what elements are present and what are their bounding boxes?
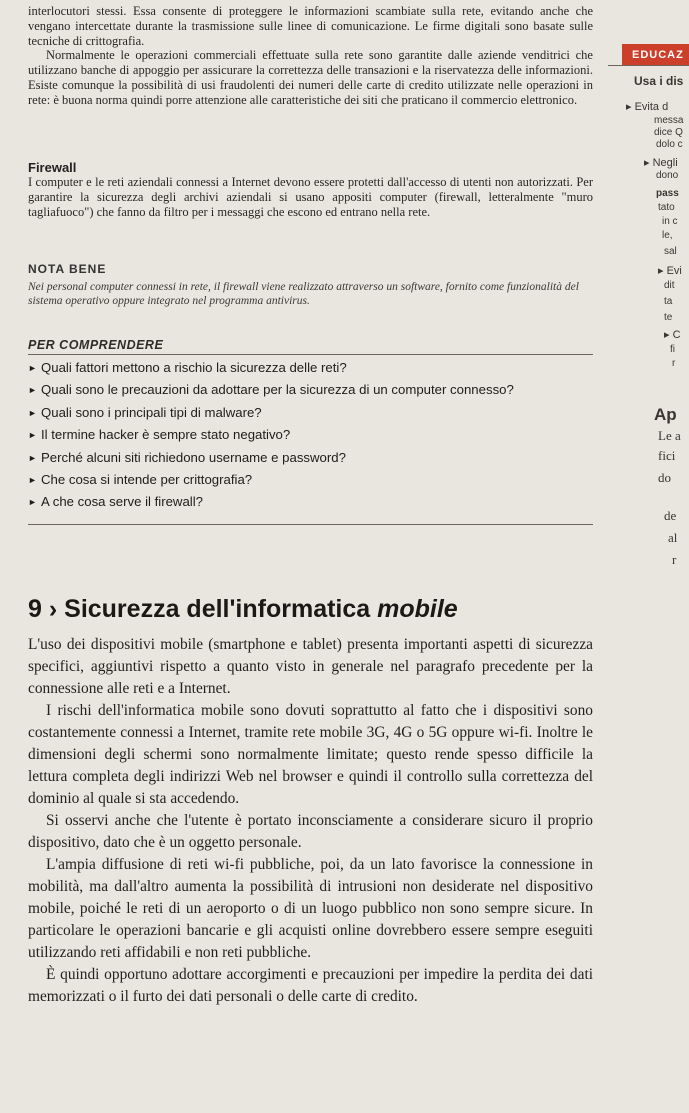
chapter-paragraph-3: Si osservi anche che l'utente è portato inconsciamente a considerare sicuro il proprio dispositivo, dato che è un oggetto personale.	[28, 812, 593, 851]
chapter-paragraph-4: L'ampia diffusione di reti wi-fi pubbliche, poi, da un lato favorisce la connessione in mobilità, ma dall'altro aumenta la possibilità di intrusioni non desiderate nel dispositivo mobile, poiché le reti di un aeroporto o di un luogo pubblico non sono sempre sicure. In particolare le operazioni bancarie e gli acquisti online dovrebbero essere sempre eseguiti utilizzando reti affidabili e non reti pubbliche.	[28, 856, 593, 961]
sidebar-fragment: te	[664, 312, 673, 323]
sidebar-fragment: in c	[662, 216, 678, 227]
chapter-title: Sicurezza dell'informatica	[64, 595, 371, 623]
sidebar-fragment: tato	[658, 202, 675, 213]
sidebar-fragment: ▸ Evita d	[626, 101, 669, 113]
firewall-heading: Firewall	[28, 160, 77, 175]
sidebar-fragment: fi	[670, 344, 675, 355]
sidebar-fragment: le,	[662, 230, 673, 241]
sidebar-fragment: Ap	[654, 405, 677, 424]
bullet-icon: ►	[28, 452, 37, 463]
per-comprendere-heading: PER COMPRENDERE	[28, 338, 164, 352]
sidebar-fragment: r	[672, 552, 677, 567]
sidebar-fragment: ▸ Evi	[658, 265, 682, 277]
sidebar-fragment: ▸ Negli	[644, 157, 678, 169]
question-item: ► A che cosa serve il firewall?	[28, 491, 593, 513]
bullet-icon: ►	[28, 497, 37, 508]
bullet-icon: ►	[28, 407, 37, 418]
sidebar-fragment: r	[672, 358, 676, 369]
question-item: ► Quali fattori mettono a rischio la sicurezza delle reti?	[28, 357, 593, 379]
sidebar-fragment: ta	[664, 296, 673, 307]
questions-bottom-divider	[28, 524, 593, 525]
educazione-badge: EDUCAZ	[622, 44, 689, 66]
sidebar-fragment: dice Q	[654, 127, 683, 138]
sidebar-fragment: sal	[664, 246, 677, 257]
firewall-text: I computer e le reti aziendali connessi a Internet devono essere protetti dall'accesso di utenti non autorizzati. Per garantire la sicurezza degli archivi aziendali si usano appositi computer (firewall, letteralmente "muro tagliafuoco") che fanno da filtro per i messaggi che escono ed entrano nella rete.	[28, 175, 593, 219]
sidebar-fragment: pass	[656, 188, 679, 199]
question-item: ► Il termine hacker è sempre stato negativo?	[28, 424, 593, 446]
sidebar-fragment: Le a	[658, 428, 681, 443]
question-item: ► Che cosa si intende per crittografia?	[28, 469, 593, 491]
sidebar-fragment: dono	[656, 170, 679, 181]
question-item: ► Quali sono i principali tipi di malware?	[28, 402, 593, 424]
chapter-number: 9	[28, 595, 42, 623]
chapter-paragraph-1: L'uso dei dispositivi mobile (smartphone e tablet) presenta importanti aspetti di sicurezza specifici, aggiuntivi rispetto a quanto visto in generale nel paragrafo precedente per la connessione alle reti e a Internet.	[28, 636, 593, 697]
sidebar-fragment: al	[668, 530, 678, 545]
intro-paragraph-1: interlocutori stessi. Essa consente di proteggere le informazioni scambiate sulla rete, evitando anche che vengano intercettate durante la trasmissione sulle linee di comunicazione. Le firme digitali sono basate sulle tecniche di crittografia.	[28, 4, 593, 48]
questions-list	[28, 357, 593, 514]
sidebar-fragment: de	[664, 508, 677, 523]
sidebar-fragment: dit	[664, 280, 675, 291]
per-comprendere-divider	[28, 354, 593, 355]
nota-bene-box	[28, 262, 593, 308]
bullet-icon: ►	[28, 475, 37, 486]
chapter-heading	[28, 595, 593, 624]
firewall-section	[28, 160, 593, 219]
intro-block	[28, 4, 593, 108]
bullet-icon: ►	[28, 385, 37, 396]
nota-bene-heading: NOTA BENE	[28, 262, 107, 276]
sidebar-fragment: ▸ C	[664, 329, 681, 341]
sidebar-fragment: do	[658, 470, 671, 485]
sidebar-fragments	[608, 0, 689, 600]
question-item: ► Quali sono le precauzioni da adottare per la sicurezza di un computer connesso?	[28, 379, 593, 401]
chapter-arrow: ›	[48, 595, 58, 623]
chapter-body	[28, 634, 593, 1008]
bullet-icon: ►	[28, 430, 37, 441]
chapter-title-italic: mobile	[377, 595, 458, 623]
nota-bene-text: Nei personal computer connessi in rete, il firewall viene realizzato attraverso un software, fornito come funzionalità del sistema operativo oppure integrato nel programma antivirus.	[28, 281, 579, 307]
sidebar-fragment: messa	[654, 115, 684, 126]
bullet-icon: ►	[28, 363, 37, 373]
chapter-paragraph-2: I rischi dell'informatica mobile sono dovuti soprattutto al fatto che i dispositivi sono costantemente connessi a Internet, tramite rete mobile 3G, 4G o 5G oppure wi-fi. Inoltre le dimensioni degli schermi sono normalmente limitate; questo rende spesso difficile la lettura completa degli indirizzi Web nel browser e quindi il controllo sulla correttezza del dominio al quale si sta accedendo.	[28, 702, 593, 807]
sidebar-title: Usa i dis	[634, 74, 684, 88]
sidebar-divider	[608, 65, 689, 66]
per-comprendere-box	[28, 338, 593, 352]
chapter-paragraph-5: È quindi opportuno adottare accorgimenti e precauzioni per impedire la perdita dei dati memorizzati o il furto dei dati personali o delle carte di credito.	[28, 966, 593, 1005]
sidebar-fragment: dolo c	[656, 139, 683, 150]
sidebar-fragment: fici	[658, 448, 676, 463]
intro-paragraph-2: Normalmente le operazioni commerciali effettuate sulla rete sono garantite dalle aziende venditrici che utilizzano banche di appoggio per assicurare la correttezza delle transazioni e la riservatezza delle informazioni. Esiste comunque la possibilità di usi fraudolenti dei numeri delle carte di credito utilizzate nelle operazioni in rete: è buona norma quindi porre attenzione alle caratteristiche dei siti che praticano il commercio elettronico.	[28, 48, 593, 107]
question-item: ► Perché alcuni siti richiedono username e password?	[28, 447, 593, 469]
